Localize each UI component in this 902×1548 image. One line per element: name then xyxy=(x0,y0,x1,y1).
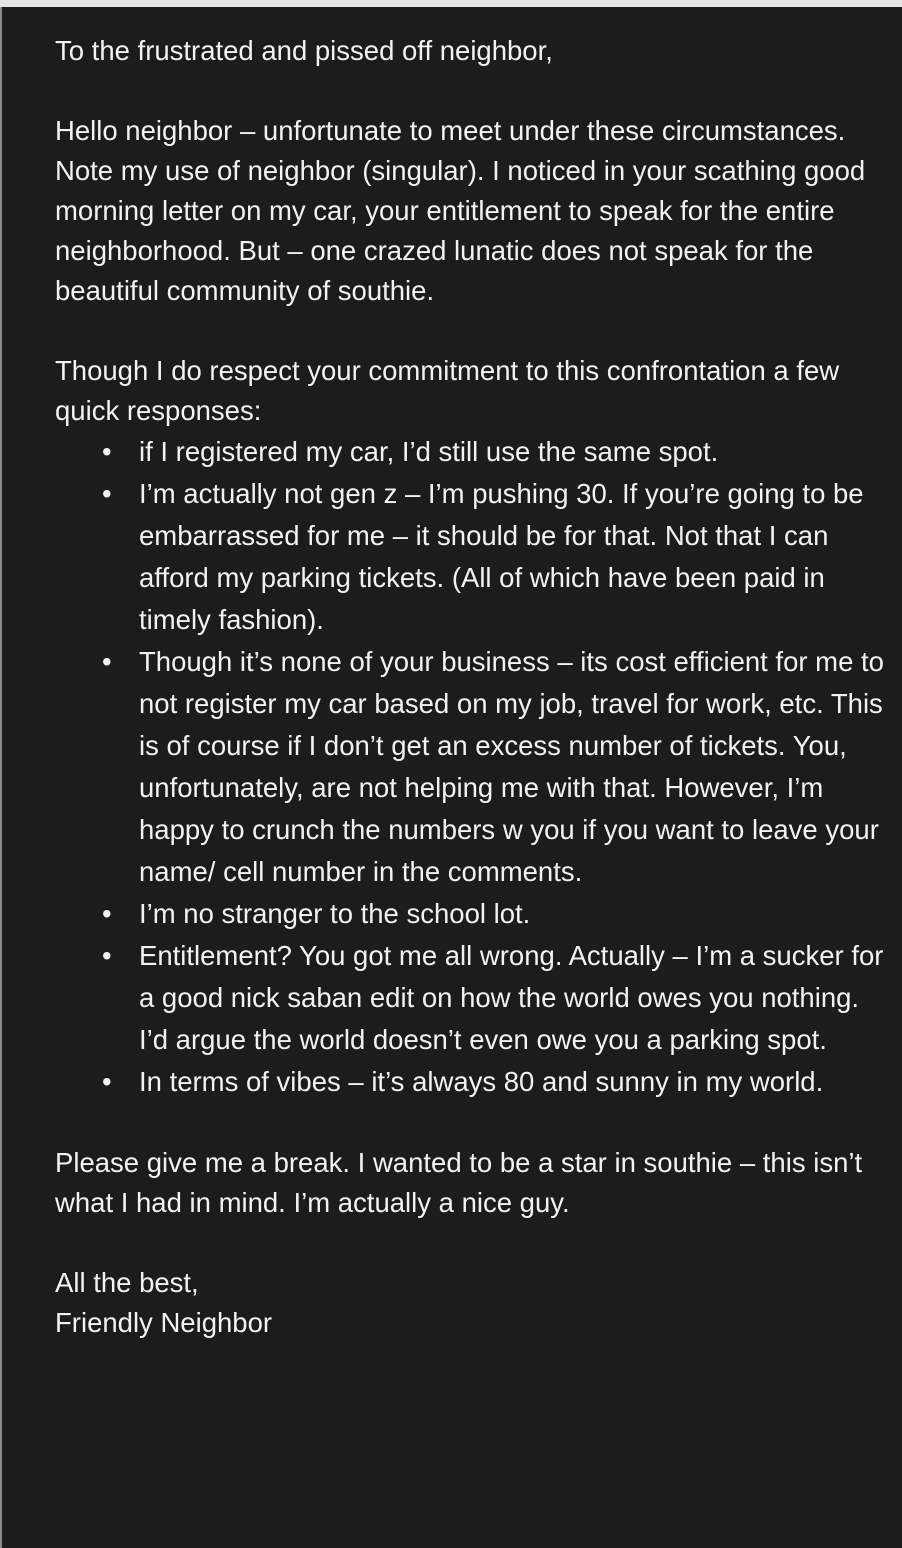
list-item xyxy=(55,893,885,935)
list-item xyxy=(55,641,885,893)
bullet-icon: • xyxy=(102,1066,112,1097)
list-item-text: Entitlement? You got me all wrong. Actually – I’m a sucker for a good nick saban edit on how the world owes you nothing. I’d argue the world doesn’t even owe you a parking spot. xyxy=(139,940,884,1055)
list-item xyxy=(55,935,885,1061)
bullet-icon: • xyxy=(102,646,112,677)
list-item-text: Though it’s none of your business – its cost efficient for me to not register my car based on my job, travel for work, etc. This is of course if I don’t get an excess number of tickets. You, unfortunately, are not helping me with that. However, I’m happy to crunch the numbers w you if you want to leave your name/ cell number in the comments. xyxy=(139,646,884,887)
paragraph-intro: Hello neighbor – unfortunate to meet under these circumstances. Note my use of neighbor (singular). I noticed in your scathing good morning letter on my car, your entitlement to speak for the entire neighborhood. But – one crazed lunatic does not speak for the beautiful community of southie. xyxy=(55,115,866,306)
list-item-text: if I registered my car, I’d still use the same spot. xyxy=(139,436,719,467)
list-item xyxy=(55,1061,885,1103)
letter-frame xyxy=(0,7,902,1548)
sign-off xyxy=(55,1263,885,1343)
list-item-text: I’m actually not gen z – I’m pushing 30. If you’re going to be embarrassed for me – it should be for that. Not that I can afford my parking tickets. (All of which have been paid in timely fashion). xyxy=(139,478,864,635)
paragraph-closing-remark: Please give me a break. I wanted to be a star in southie – this isn’t what I had in mind. I’m actually a nice guy. xyxy=(55,1147,863,1218)
signature: Friendly Neighbor xyxy=(55,1307,273,1338)
closing-line: All the best, xyxy=(55,1267,199,1298)
list-item-text: In terms of vibes – it’s always 80 and sunny in my world. xyxy=(139,1066,824,1097)
bullet-icon: • xyxy=(102,940,112,971)
list-item-text: I’m no stranger to the school lot. xyxy=(139,898,531,929)
bullet-icon: • xyxy=(102,898,112,929)
list-item xyxy=(55,431,885,473)
responses-list xyxy=(55,431,885,1103)
salutation: To the frustrated and pissed off neighbor, xyxy=(55,35,553,66)
bullet-icon: • xyxy=(102,436,112,467)
bullet-icon: • xyxy=(102,478,112,509)
letter-body xyxy=(55,31,885,1343)
paragraph-responses-intro: Though I do respect your commitment to this confrontation a few quick responses: xyxy=(55,355,840,426)
list-item xyxy=(55,473,885,641)
